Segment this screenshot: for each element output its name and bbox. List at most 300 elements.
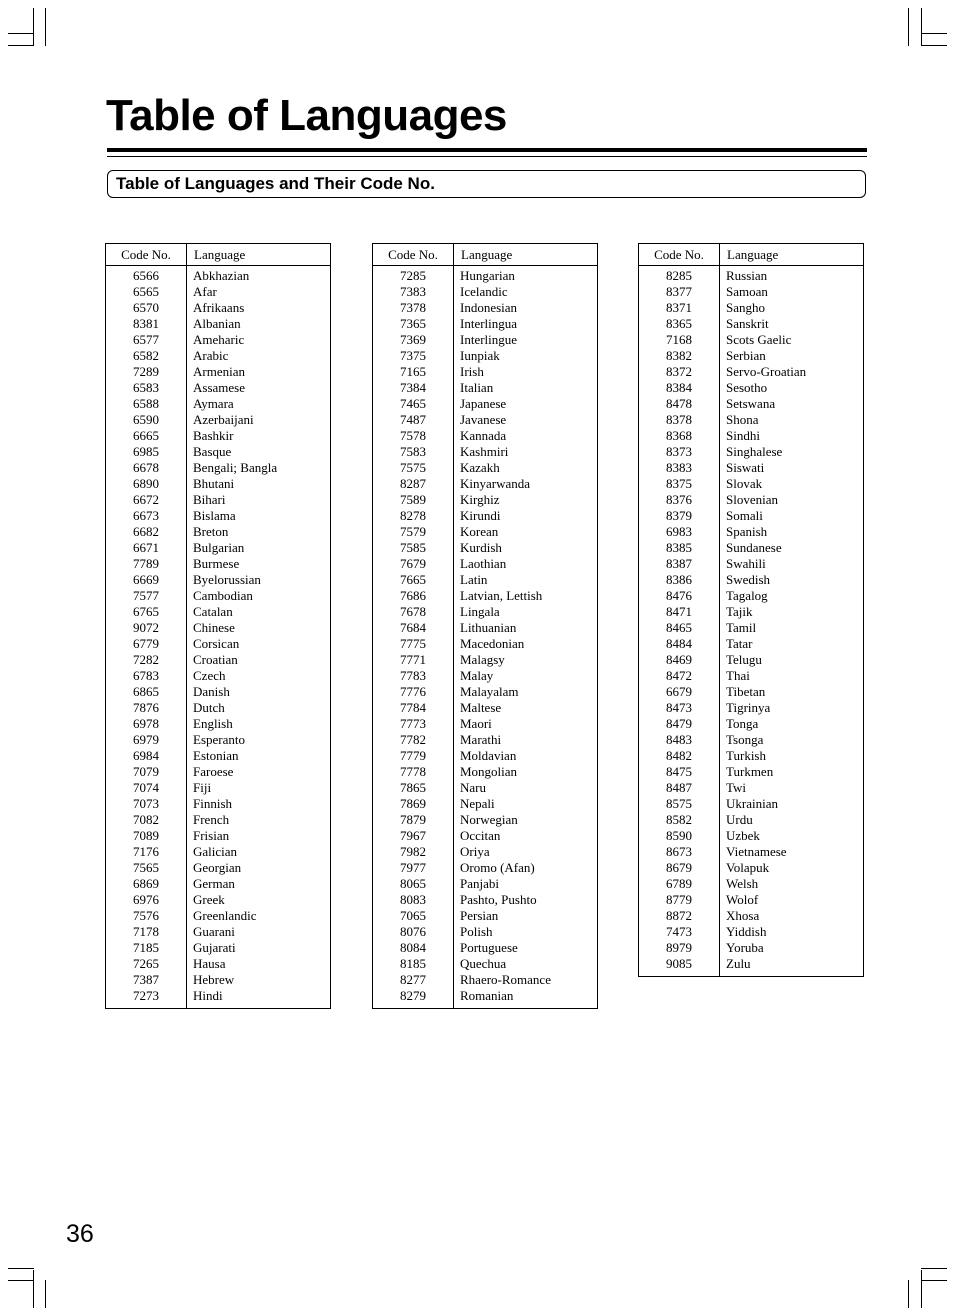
language-name: Kurdish [460,540,502,555]
language-code: 7665 [400,572,426,587]
language-code: 6565 [133,284,159,299]
language-code: 8372 [666,364,692,379]
language-name: Tonga [726,716,759,731]
language-name: Turkmen [726,764,774,779]
language-code: 7789 [133,556,159,571]
language-code: 6983 [666,524,692,539]
language-name: Kazakh [460,460,500,475]
language-name: Panjabi [460,876,499,891]
language-name: Latvian, Lettish [460,588,543,603]
language-code: 7273 [133,988,159,1003]
crop-mark [921,45,947,46]
language-code: 6869 [133,876,159,891]
language-code: 8084 [400,940,426,955]
language-name: Hausa [193,956,226,971]
language-name: Interlingue [460,332,518,347]
language-code: 7684 [400,620,426,635]
language-code: 6679 [666,684,692,699]
language-code: 8979 [666,940,692,955]
language-name: Faroese [193,764,234,779]
column-header-code: Code No. [373,244,454,265]
language-code: 6671 [133,540,159,555]
language-code: 7577 [133,588,159,603]
language-name: Fiji [193,780,212,795]
language-name: Danish [193,684,230,699]
language-code: 6865 [133,684,159,699]
language-name: Setswana [726,396,776,411]
language-code: 7387 [133,972,159,987]
language-code: 8679 [666,860,692,875]
language-name: Greenlandic [193,908,257,923]
language-code: 7583 [400,444,426,459]
language-name: Indonesian [460,300,518,315]
code-column [106,266,187,1008]
crop-mark [8,45,34,46]
language-code: 6682 [133,524,159,539]
language-name: Georgian [193,860,242,875]
language-column [720,266,863,976]
language-code: 8475 [666,764,692,779]
language-name: Maori [460,716,492,731]
language-code: 7678 [400,604,426,619]
language-code: 8387 [666,556,692,571]
language-code: 8065 [400,876,426,891]
language-code: 7282 [133,652,159,667]
language-name: Finnish [193,796,233,811]
language-name: Croatian [193,652,238,667]
language-code: 7473 [666,924,692,939]
language-name: Siswati [726,460,765,475]
language-code: 7073 [133,796,159,811]
language-table-1 [105,243,331,1009]
language-code: 6582 [133,348,159,363]
language-code: 7383 [400,284,426,299]
language-name: Azerbaijani [193,412,254,427]
crop-mark [921,8,922,46]
language-code: 7783 [400,668,426,683]
language-name: Xhosa [726,908,760,923]
language-table-3 [638,243,864,977]
language-name: Macedonian [460,636,525,651]
language-name: Pashto, Pushto [460,892,537,907]
language-code: 6566 [133,268,159,283]
language-name: Sundanese [726,540,782,555]
language-code: 7378 [400,300,426,315]
language-name: Telugu [726,652,762,667]
language-name: Zulu [726,956,751,971]
language-name: Slovak [726,476,763,491]
language-name: Persian [460,908,499,923]
language-code: 7375 [400,348,426,363]
language-name: Vietnamese [726,844,787,859]
language-name: Rhaero-Romance [460,972,551,987]
table-header [373,244,597,266]
crop-mark [921,1280,947,1281]
language-name: Oriya [460,844,490,859]
language-name: Kashmiri [460,444,509,459]
language-code: 8476 [666,588,692,603]
language-code: 6669 [133,572,159,587]
crop-mark [921,1270,922,1308]
table-body [373,266,597,1008]
language-name: Chinese [193,620,235,635]
language-name: Bulgarian [193,540,245,555]
language-name: Aymara [193,396,234,411]
language-code: 6984 [133,748,159,763]
language-name: Catalan [193,604,233,619]
language-code: 6672 [133,492,159,507]
language-name: Shona [726,412,759,427]
language-code: 8465 [666,620,692,635]
language-name: Polish [460,924,493,939]
language-code: 8277 [400,972,426,987]
language-code: 7576 [133,908,159,923]
language-code: 7565 [133,860,159,875]
language-name: Lingala [460,604,500,619]
language-table-2 [372,243,598,1009]
language-name: Estonian [193,748,239,763]
language-code: 6779 [133,636,159,651]
language-name: English [193,716,233,731]
language-code: 7585 [400,540,426,555]
language-code: 8478 [666,396,692,411]
title-rule [107,148,867,152]
language-name: Laothian [460,556,507,571]
language-code: 8375 [666,476,692,491]
language-name: Scots Gaelic [726,332,792,347]
crop-mark [921,33,947,34]
language-code: 7579 [400,524,426,539]
language-code: 8287 [400,476,426,491]
language-code: 9085 [666,956,692,971]
language-code: 6979 [133,732,159,747]
language-name: Guarani [193,924,235,939]
language-name: Sangho [726,300,765,315]
language-name: Bislama [193,508,236,523]
language-name: Quechua [460,956,507,971]
language-code: 8487 [666,780,692,795]
language-code: 7487 [400,412,426,427]
language-name: Javanese [460,412,507,427]
language-code: 8378 [666,412,692,427]
language-name: Bashkir [193,428,234,443]
language-code: 7876 [133,700,159,715]
language-name: Tagalog [726,588,768,603]
language-code: 7865 [400,780,426,795]
language-column [187,266,330,1008]
language-code: 6678 [133,460,159,475]
language-name: Iunpiak [460,348,500,363]
language-code: 8582 [666,812,692,827]
language-code: 6577 [133,332,159,347]
language-name: Sindhi [726,428,760,443]
language-name: Swedish [726,572,771,587]
language-name: Hindi [193,988,223,1003]
language-code: 7967 [400,828,426,843]
language-name: Frisian [193,828,230,843]
page-title: Table of Languages [106,91,507,140]
language-code: 7082 [133,812,159,827]
language-name: Malayalam [460,684,519,699]
language-code: 8472 [666,668,692,683]
table-header [639,244,863,266]
language-code: 8376 [666,492,692,507]
language-name: Naru [460,780,486,795]
column-header-code: Code No. [639,244,720,265]
language-name: Samoan [726,284,768,299]
crop-mark [8,1268,34,1269]
code-column [373,266,454,1008]
language-name: Uzbek [726,828,760,843]
language-name: Bihari [193,492,226,507]
page-number: 36 [66,1220,94,1248]
language-name: Tatar [726,636,753,651]
table-body [106,266,330,1008]
language-code: 7784 [400,700,426,715]
language-code: 8385 [666,540,692,555]
language-code: 7589 [400,492,426,507]
language-name: Hungarian [460,268,515,283]
language-code: 7575 [400,460,426,475]
crop-mark [33,8,34,46]
language-name: Bengali; Bangla [193,460,278,475]
language-name: Serbian [726,348,766,363]
language-name: Yoruba [726,940,764,955]
language-code: 7773 [400,716,426,731]
language-code: 8381 [133,316,159,331]
language-name: Tibetan [726,684,766,699]
language-name: Turkish [726,748,766,763]
language-name: Ameharic [193,332,245,347]
language-code: 8365 [666,316,692,331]
language-name: Romanian [460,988,514,1003]
language-code: 8373 [666,444,692,459]
language-code: 8469 [666,652,692,667]
language-name: Tajik [726,604,753,619]
language-name: Nepali [460,796,495,811]
language-name: Kirundi [460,508,501,523]
crop-mark [8,33,34,34]
language-code: 7384 [400,380,426,395]
section-title: Table of Languages and Their Code No. [116,174,435,193]
language-code: 8872 [666,908,692,923]
language-name: Icelandic [460,284,508,299]
title-rule [107,156,867,157]
language-code: 8076 [400,924,426,939]
language-name: Italian [460,380,494,395]
language-name: Dutch [193,700,225,715]
language-code: 6570 [133,300,159,315]
language-name: Yiddish [726,924,767,939]
language-name: Servo-Groatian [726,364,807,379]
column-header-language: Language [461,247,513,262]
crop-mark [8,1280,34,1281]
language-code: 7977 [400,860,426,875]
language-code: 7165 [400,364,426,379]
language-code: 6978 [133,716,159,731]
language-name: Portuguese [460,940,518,955]
language-name: Armenian [193,364,245,379]
language-name: Welsh [726,876,759,891]
language-code: 7089 [133,828,159,843]
language-code: 8368 [666,428,692,443]
language-name: Kinyarwanda [460,476,531,491]
language-code: 8484 [666,636,692,651]
language-name: Japanese [460,396,507,411]
language-code: 8473 [666,700,692,715]
language-code: 7289 [133,364,159,379]
language-code: 7578 [400,428,426,443]
language-name: Assamese [193,380,245,395]
language-name: Basque [193,444,232,459]
language-name: Maltese [460,700,502,715]
language-code: 8386 [666,572,692,587]
language-code: 8384 [666,380,692,395]
language-code: 7178 [133,924,159,939]
crop-mark [45,1280,46,1308]
language-name: Marathi [460,732,502,747]
language-name: Gujarati [193,940,236,955]
language-code: 7176 [133,844,159,859]
language-name: Latin [460,572,488,587]
language-code: 6976 [133,892,159,907]
language-name: Singhalese [726,444,783,459]
language-code: 7265 [133,956,159,971]
language-code: 6673 [133,508,159,523]
language-name: Irish [460,364,484,379]
language-code: 8471 [666,604,692,619]
language-name: Korean [460,524,499,539]
column-header-language: Language [727,247,779,262]
language-code: 7185 [133,940,159,955]
language-name: Malagsy [460,652,505,667]
language-code: 7775 [400,636,426,651]
language-code: 7782 [400,732,426,747]
table-header [106,244,330,266]
column-header-code: Code No. [106,244,187,265]
language-name: Czech [193,668,226,683]
crop-mark [908,8,909,46]
language-code: 7779 [400,748,426,763]
language-name: Burmese [193,556,240,571]
language-code: 7285 [400,268,426,283]
language-name: Ukrainian [726,796,778,811]
language-code: 7776 [400,684,426,699]
language-name: Esperanto [193,732,245,747]
language-code: 7065 [400,908,426,923]
language-name: Greek [193,892,225,907]
crop-mark [921,1268,947,1269]
language-code: 6765 [133,604,159,619]
table-body [639,266,863,976]
language-code: 8279 [400,988,426,1003]
language-code: 7982 [400,844,426,859]
language-name: Afrikaans [193,300,245,315]
language-name: Urdu [726,812,753,827]
language-code: 8285 [666,268,692,283]
language-code: 8575 [666,796,692,811]
language-code: 8479 [666,716,692,731]
column-header-language: Language [194,247,246,262]
language-name: Malay [460,668,494,683]
language-name: French [193,812,230,827]
language-name: Swahili [726,556,766,571]
language-name: Cambodian [193,588,253,603]
language-code: 7778 [400,764,426,779]
code-column [639,266,720,976]
language-name: German [193,876,235,891]
language-name: Oromo (Afan) [460,860,535,875]
language-name: Afar [193,284,217,299]
language-code: 7465 [400,396,426,411]
language-code: 6783 [133,668,159,683]
language-code: 8371 [666,300,692,315]
language-name: Interlingua [460,316,518,331]
language-code: 8278 [400,508,426,523]
language-name: Lithuanian [460,620,517,635]
language-name: Albanian [193,316,241,331]
language-code: 7869 [400,796,426,811]
language-name: Galician [193,844,238,859]
language-name: Bhutani [193,476,235,491]
crop-mark [908,1280,909,1308]
language-name: Tsonga [726,732,764,747]
language-code: 6789 [666,876,692,891]
language-code: 8185 [400,956,426,971]
crop-mark [33,1270,34,1308]
language-name: Breton [193,524,229,539]
language-name: Tigrinya [726,700,771,715]
crop-mark [45,8,46,46]
language-code: 8377 [666,284,692,299]
language-name: Slovenian [726,492,778,507]
language-code: 6665 [133,428,159,443]
language-code: 7369 [400,332,426,347]
language-code: 8673 [666,844,692,859]
language-name: Byelorussian [193,572,261,587]
language-name: Somali [726,508,763,523]
language-code: 6985 [133,444,159,459]
language-code: 7365 [400,316,426,331]
language-code: 8083 [400,892,426,907]
language-code: 7771 [400,652,426,667]
language-name: Kannada [460,428,507,443]
language-code: 8779 [666,892,692,907]
language-name: Tamil [726,620,757,635]
language-code: 8482 [666,748,692,763]
section-heading-box [107,170,866,198]
language-name: Volapuk [726,860,770,875]
language-name: Russian [726,268,768,283]
language-name: Wolof [726,892,759,907]
language-code: 7079 [133,764,159,779]
language-code: 7679 [400,556,426,571]
language-name: Thai [726,668,750,683]
language-code: 8483 [666,732,692,747]
language-code: 7074 [133,780,159,795]
language-code: 8590 [666,828,692,843]
language-name: Twi [726,780,747,795]
language-code: 6890 [133,476,159,491]
language-code: 6590 [133,412,159,427]
language-name: Spanish [726,524,768,539]
language-code: 6588 [133,396,159,411]
language-code: 8383 [666,460,692,475]
language-name: Moldavian [460,748,517,763]
language-name: Sesotho [726,380,768,395]
language-name: Abkhazian [193,268,250,283]
language-code: 8382 [666,348,692,363]
